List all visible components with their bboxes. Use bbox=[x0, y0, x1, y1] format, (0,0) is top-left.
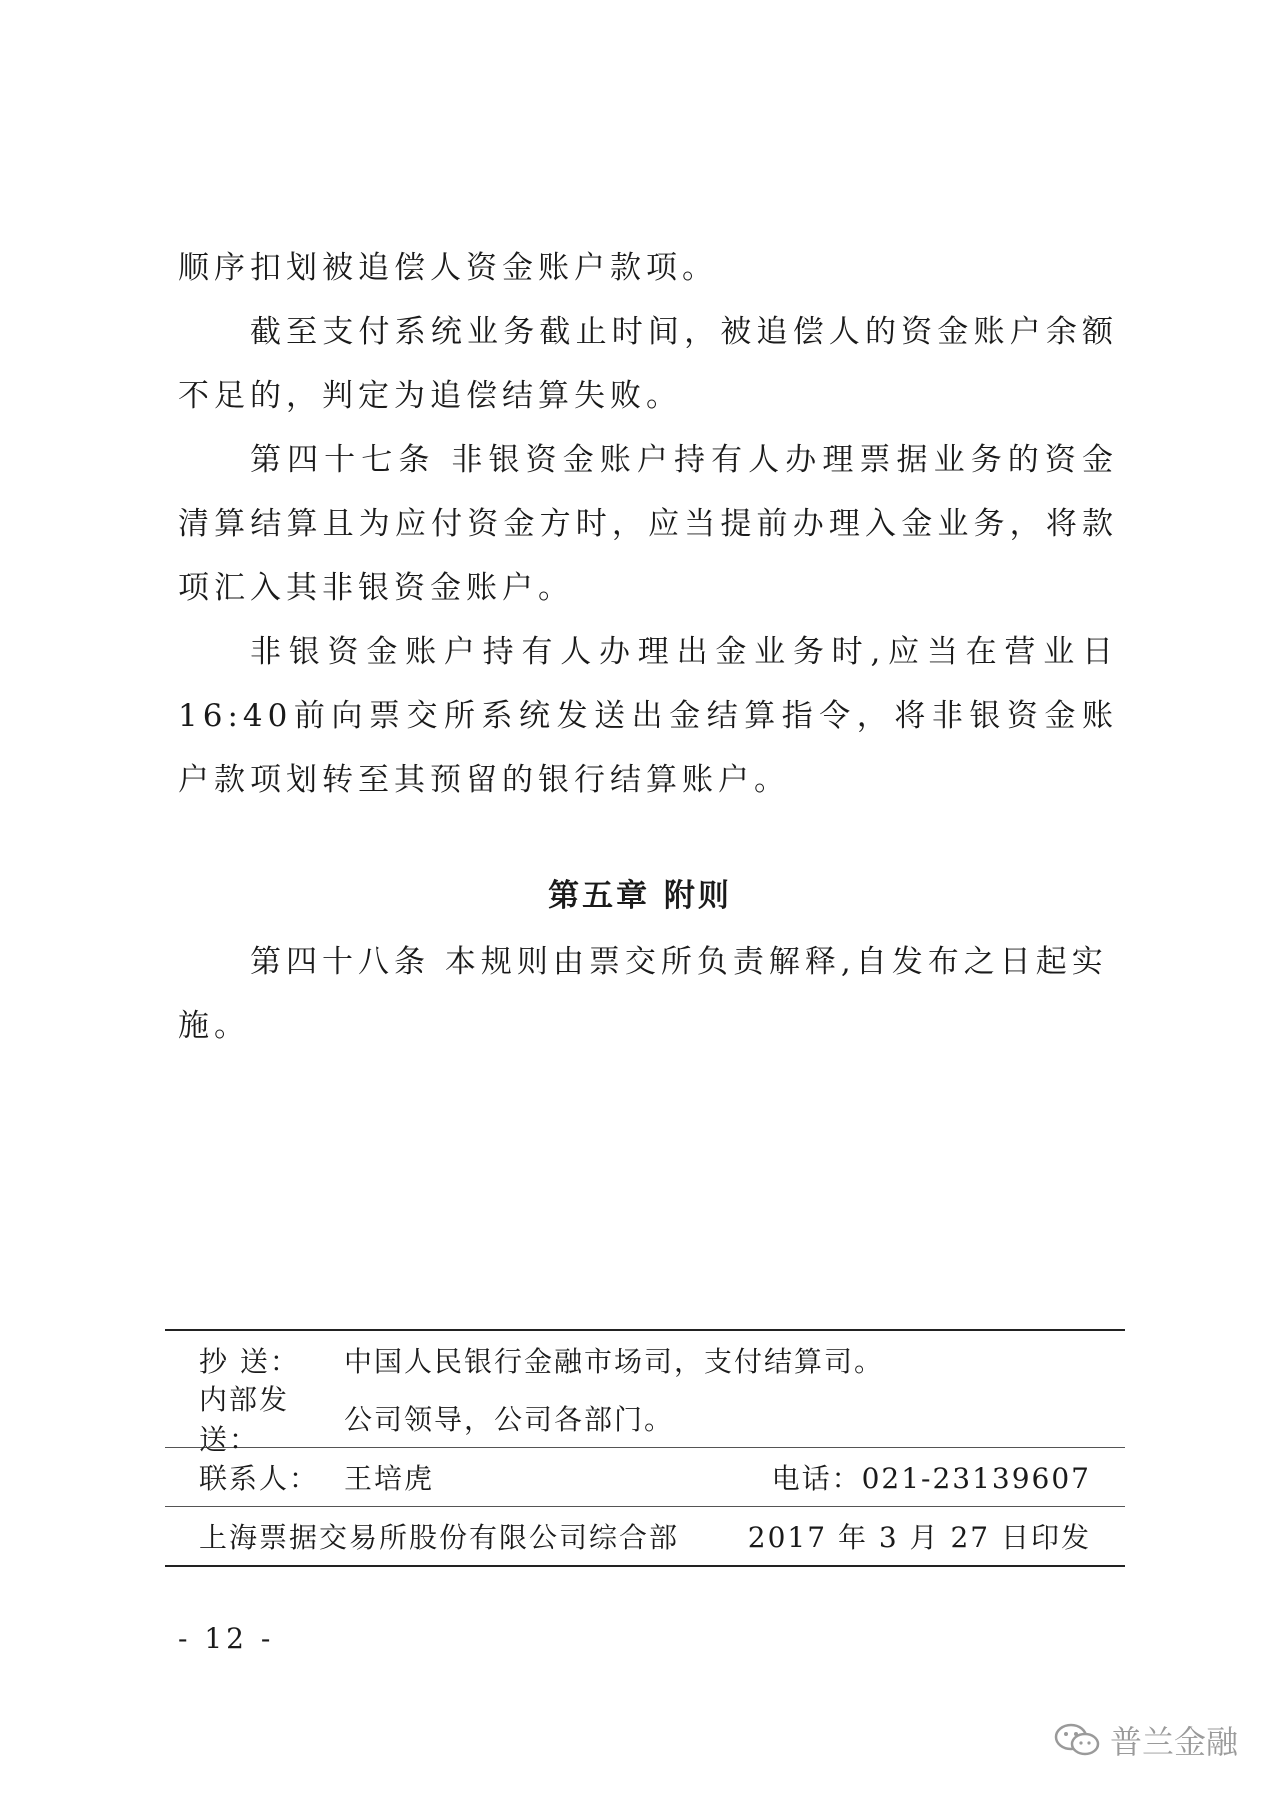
issue-date: 2017 年 3 月 27 日印发 bbox=[747, 1521, 1091, 1554]
internal-value: 公司领导，公司各部门。 bbox=[344, 1403, 675, 1436]
body-text bbox=[178, 236, 1118, 812]
paragraph: 顺序扣划被追偿人资金账户款项。 bbox=[178, 250, 718, 286]
cc-label: 抄 送： bbox=[199, 1345, 300, 1378]
paragraph: 非银资金账户持有人办理出金业务时,应当在营业日16:40前向票交所系统发送出金结算指令，将非银资金账户款项划转至其预留的银行结算账户。 bbox=[178, 634, 1118, 798]
contact-label: 联系人： bbox=[199, 1462, 320, 1495]
distribution-footer bbox=[165, 1329, 1125, 1567]
internal-label: 内部发送： bbox=[199, 1383, 290, 1456]
paragraph: 截至支付系统业务截止时间，被追偿人的资金账户余额不足的，判定为追偿结算失败。 bbox=[178, 314, 1118, 414]
chapter-title: 第五章 附则 bbox=[548, 878, 732, 914]
watermark bbox=[1054, 1717, 1238, 1763]
cc-value: 中国人民银行金融市场司，支付结算司。 bbox=[344, 1345, 885, 1378]
phone-number: 电话：021-23139607 bbox=[771, 1462, 1091, 1495]
watermark-text: 普兰金融 bbox=[1109, 1723, 1238, 1761]
issuer-row bbox=[165, 1507, 1125, 1565]
wechat-icon bbox=[1054, 1722, 1100, 1758]
footer-bottom-rule bbox=[165, 1565, 1125, 1567]
contact-value: 王培虎 bbox=[344, 1462, 435, 1495]
paragraph: 第四十七条 非银资金账户持有人办理票据业务的资金清算结算且为应付资金方时，应当提前办理入金业务，将款项汇入其非银资金账户。 bbox=[178, 442, 1118, 606]
issuer-name: 上海票据交易所股份有限公司综合部 bbox=[199, 1521, 680, 1554]
final-article: 第四十八条 本规则由票交所负责解释,自发布之日起实施。 bbox=[178, 944, 1108, 1044]
contact-row bbox=[165, 1448, 1125, 1506]
internal-row bbox=[165, 1383, 1125, 1456]
page-number: - 12 - bbox=[178, 1622, 275, 1655]
